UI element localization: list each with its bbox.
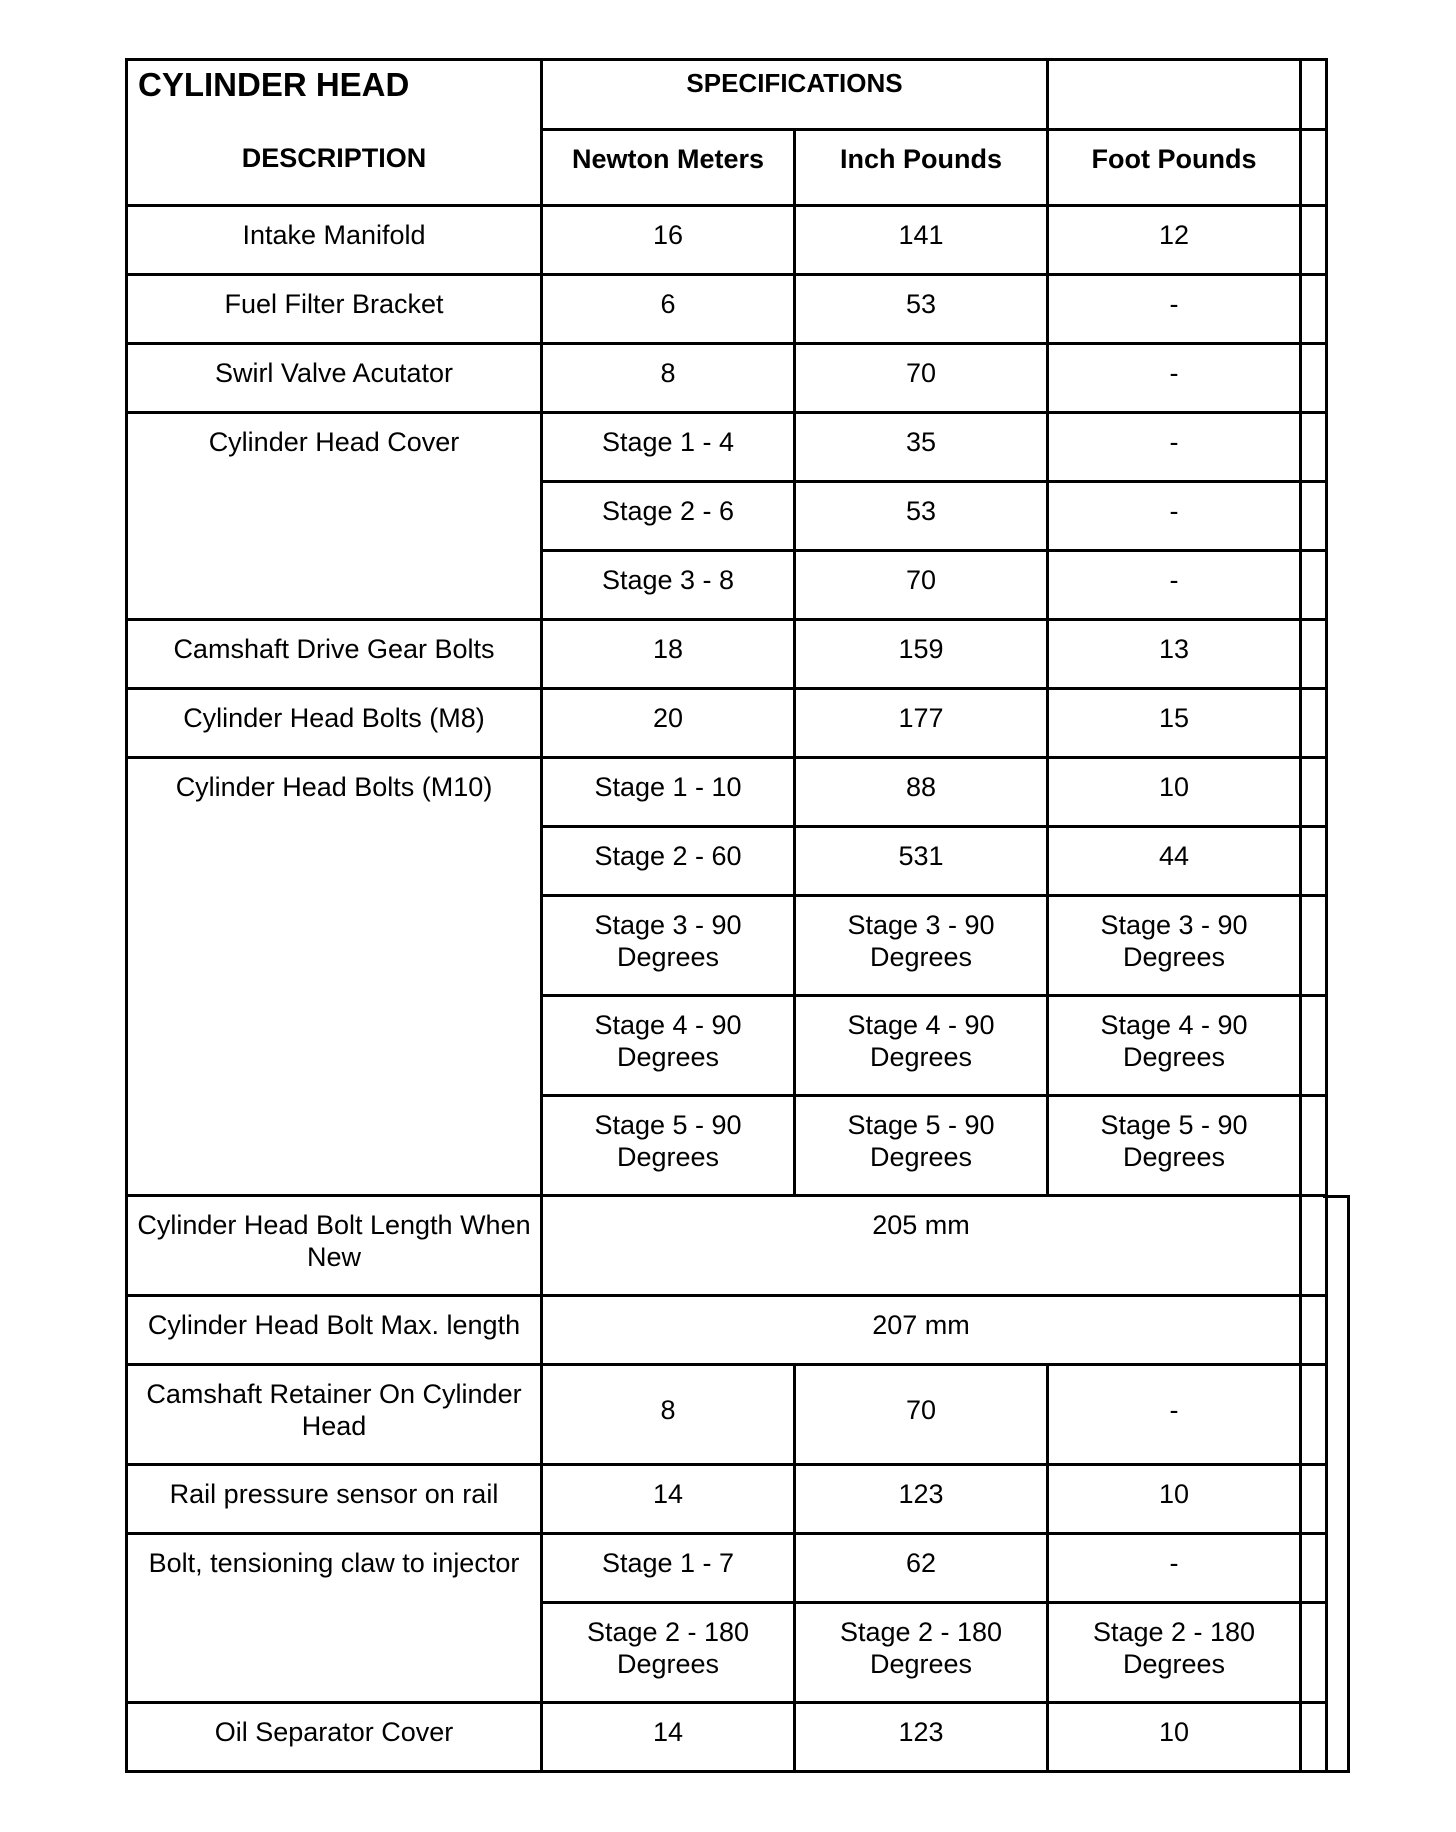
newton-meters-value: Stage 2 - 180 Degrees bbox=[542, 1603, 795, 1703]
table-row bbox=[127, 689, 1327, 758]
extra-column-cell bbox=[1301, 996, 1327, 1096]
inch-pounds-value: Stage 4 - 90 Degrees bbox=[795, 996, 1048, 1096]
foot-pounds-value: Stage 3 - 90 Degrees bbox=[1048, 896, 1301, 996]
inch-pounds-value: 70 bbox=[795, 551, 1048, 620]
foot-pounds-value: - bbox=[1048, 344, 1301, 413]
bolt-length-new-value: 205 mm bbox=[542, 1196, 1301, 1296]
foot-pounds-value: 15 bbox=[1048, 689, 1301, 758]
foot-pounds-value: - bbox=[1048, 482, 1301, 551]
newton-meters-value: Stage 2 - 6 bbox=[542, 482, 795, 551]
foot-pounds-value: Stage 4 - 90 Degrees bbox=[1048, 996, 1301, 1096]
table-row bbox=[127, 1465, 1327, 1534]
extra-column-cell bbox=[1301, 896, 1327, 996]
newton-meters-value: Stage 1 - 10 bbox=[542, 758, 795, 827]
foot-pounds-value: - bbox=[1048, 551, 1301, 620]
row-description: Cylinder Head Bolts (M10) bbox=[127, 758, 542, 1196]
inch-pounds-value: 123 bbox=[795, 1703, 1048, 1772]
extra-column-cell bbox=[1301, 551, 1327, 620]
newton-meters-value: 16 bbox=[542, 206, 795, 275]
extra-column-cell bbox=[1301, 60, 1327, 130]
inch-pounds-value: Stage 2 - 180 Degrees bbox=[795, 1603, 1048, 1703]
foot-pounds-value: - bbox=[1048, 1365, 1301, 1465]
specifications-header: SPECIFICATIONS bbox=[542, 60, 1048, 130]
newton-meters-value: Stage 3 - 8 bbox=[542, 551, 795, 620]
inch-pounds-value: 70 bbox=[795, 344, 1048, 413]
inch-pounds-header: Inch Pounds bbox=[795, 130, 1048, 206]
newton-meters-value: Stage 1 - 4 bbox=[542, 413, 795, 482]
row-description: Cylinder Head Bolts (M8) bbox=[127, 689, 542, 758]
extra-column-cell bbox=[1301, 206, 1327, 275]
newton-meters-header: Newton Meters bbox=[542, 130, 795, 206]
header-row-2 bbox=[127, 130, 1327, 206]
newton-meters-value: Stage 3 - 90 Degrees bbox=[542, 896, 795, 996]
inch-pounds-value: 53 bbox=[795, 275, 1048, 344]
inch-pounds-value: 123 bbox=[795, 1465, 1048, 1534]
row-description: Fuel Filter Bracket bbox=[127, 275, 542, 344]
foot-pounds-value: 10 bbox=[1048, 758, 1301, 827]
inch-pounds-value: 159 bbox=[795, 620, 1048, 689]
table-row bbox=[127, 1534, 1327, 1603]
row-description: Bolt, tensioning claw to injector bbox=[127, 1534, 542, 1703]
extra-column-cell bbox=[1301, 827, 1327, 896]
foot-pounds-value: 10 bbox=[1048, 1465, 1301, 1534]
row-description: Oil Separator Cover bbox=[127, 1703, 542, 1772]
newton-meters-value: Stage 2 - 60 bbox=[542, 827, 795, 896]
inch-pounds-value: Stage 5 - 90 Degrees bbox=[795, 1096, 1048, 1196]
torque-spec-sheet bbox=[125, 58, 1325, 1773]
row-description: Cylinder Head Bolt Max. length bbox=[127, 1296, 542, 1365]
foot-pounds-value: Stage 5 - 90 Degrees bbox=[1048, 1096, 1301, 1196]
table-row bbox=[127, 620, 1327, 689]
description-header: DESCRIPTION bbox=[127, 130, 542, 206]
foot-pounds-header: Foot Pounds bbox=[1048, 130, 1301, 206]
header-row-1 bbox=[127, 60, 1327, 130]
row-description: Camshaft Retainer On Cylinder Head bbox=[127, 1365, 542, 1465]
extra-column-cell bbox=[1301, 482, 1327, 551]
table-row bbox=[127, 413, 1327, 482]
inch-pounds-value: 141 bbox=[795, 206, 1048, 275]
extra-column-cell bbox=[1301, 1096, 1327, 1196]
table-row bbox=[127, 206, 1327, 275]
row-description: Camshaft Drive Gear Bolts bbox=[127, 620, 542, 689]
newton-meters-value: 14 bbox=[542, 1703, 795, 1772]
side-rail-border bbox=[1323, 1195, 1350, 1773]
inch-pounds-value: 35 bbox=[795, 413, 1048, 482]
newton-meters-value: 8 bbox=[542, 344, 795, 413]
row-description: Swirl Valve Acutator bbox=[127, 344, 542, 413]
table-title: CYLINDER HEAD bbox=[127, 60, 542, 130]
newton-meters-value: 8 bbox=[542, 1365, 795, 1465]
inch-pounds-value: 177 bbox=[795, 689, 1048, 758]
row-description: Rail pressure sensor on rail bbox=[127, 1465, 542, 1534]
foot-pounds-value: - bbox=[1048, 413, 1301, 482]
bolt-max-length-value: 207 mm bbox=[542, 1296, 1301, 1365]
inch-pounds-value: 70 bbox=[795, 1365, 1048, 1465]
extra-column-cell bbox=[1301, 758, 1327, 827]
newton-meters-value: 18 bbox=[542, 620, 795, 689]
table-row bbox=[127, 1196, 1327, 1296]
table-row bbox=[127, 1365, 1327, 1465]
extra-column-cell bbox=[1301, 275, 1327, 344]
inch-pounds-value: 53 bbox=[795, 482, 1048, 551]
newton-meters-value: Stage 5 - 90 Degrees bbox=[542, 1096, 795, 1196]
header-blank-cell bbox=[1048, 60, 1301, 130]
extra-column-cell bbox=[1301, 344, 1327, 413]
table-row bbox=[127, 344, 1327, 413]
row-description: Cylinder Head Bolt Length When New bbox=[127, 1196, 542, 1296]
newton-meters-value: 20 bbox=[542, 689, 795, 758]
foot-pounds-value: Stage 2 - 180 Degrees bbox=[1048, 1603, 1301, 1703]
extra-column-cell bbox=[1301, 130, 1327, 206]
newton-meters-value: 14 bbox=[542, 1465, 795, 1534]
newton-meters-value: 6 bbox=[542, 275, 795, 344]
cylinder-head-spec-table bbox=[125, 58, 1328, 1773]
extra-column-cell bbox=[1301, 689, 1327, 758]
extra-column-cell bbox=[1301, 413, 1327, 482]
inch-pounds-value: 531 bbox=[795, 827, 1048, 896]
foot-pounds-value: 44 bbox=[1048, 827, 1301, 896]
inch-pounds-value: Stage 3 - 90 Degrees bbox=[795, 896, 1048, 996]
table-row bbox=[127, 275, 1327, 344]
row-description: Intake Manifold bbox=[127, 206, 542, 275]
newton-meters-value: Stage 4 - 90 Degrees bbox=[542, 996, 795, 1096]
foot-pounds-value: - bbox=[1048, 1534, 1301, 1603]
newton-meters-value: Stage 1 - 7 bbox=[542, 1534, 795, 1603]
foot-pounds-value: 12 bbox=[1048, 206, 1301, 275]
extra-column-cell bbox=[1301, 620, 1327, 689]
row-description: Cylinder Head Cover bbox=[127, 413, 542, 620]
inch-pounds-value: 62 bbox=[795, 1534, 1048, 1603]
foot-pounds-value: 10 bbox=[1048, 1703, 1301, 1772]
foot-pounds-value: 13 bbox=[1048, 620, 1301, 689]
table-row bbox=[127, 1296, 1327, 1365]
foot-pounds-value: - bbox=[1048, 275, 1301, 344]
table-row bbox=[127, 1703, 1327, 1772]
inch-pounds-value: 88 bbox=[795, 758, 1048, 827]
table-row bbox=[127, 758, 1327, 827]
